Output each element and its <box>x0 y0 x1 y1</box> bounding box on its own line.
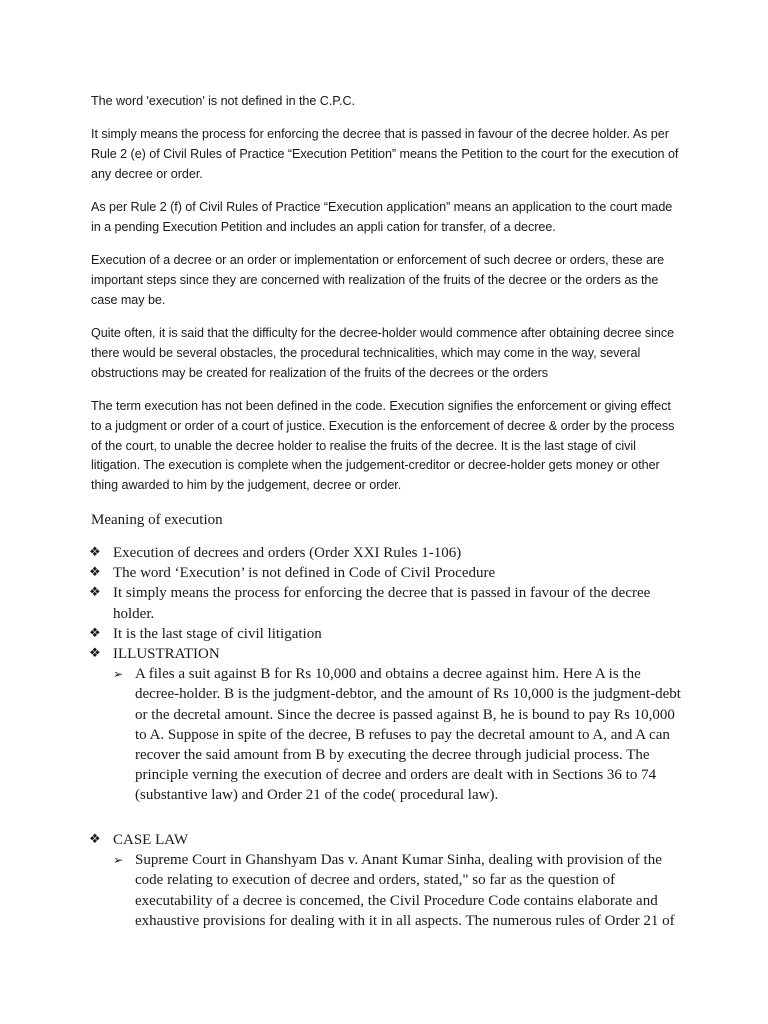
diamond-bullet-icon: ❖ <box>89 625 101 641</box>
list-item <box>0 644 768 806</box>
list-item <box>113 664 688 805</box>
paragraph-term-execution: The term execution has not been defined in the code. Execution signifies the enforcement or giving effect to a judgment or order of a court of justice. Execution is the enforcement of decree & order by the process of the court, to unable the decree holder to realise the fruits of the decree. It is the last stage of civil litigation. The execution is complete when the judgement-creditor or decree-holder gets money or other thing awarded to him by the judgement, decree or order. <box>91 399 675 493</box>
paragraph-difficulty: Quite often, it is said that the difficulty for the decree-holder would commence after obtaining decree since there would be several obstacles, the procedural technicalities, which may come in the way, several obstructions may be created for realization of the fruits of the decrees or the orders <box>91 326 675 380</box>
list-item <box>0 583 768 623</box>
arrow-bullet-icon: ➢ <box>113 667 124 682</box>
paragraph-execution-importance: Execution of a decree or an order or implementation or enforcement of such decree or orders, these are important steps since they are concerned with realization of the fruits of the decree or the orders as the case may be. <box>91 253 665 307</box>
diamond-bullet-icon: ❖ <box>89 646 101 662</box>
case-law-label: CASE LAW <box>113 832 189 848</box>
case-law-sublist <box>113 850 688 931</box>
section-heading: Meaning of execution <box>91 512 223 528</box>
case-law-list <box>0 830 768 931</box>
illustration-text: A files a suit against B for Rs 10,000 and obtains a decree against him. Here A is the decree-holder. B is the judgment-debtor, and the amount of Rs 10,000 is the judgment-debt or the decretal amount. Since the decree is passed against B, he is bound to pay Rs 10,000 to A. Suppose in spite of the decree, B refuses to pay the decretal amount to A, and A can recover the said amount from B by executing the decree through judicial process. The principle verning the execution of decree and orders are dealt with in Sections 36 to 74 (substantive law) and Order 21 of the code( procedural law). <box>135 666 681 804</box>
list-item <box>0 563 768 583</box>
diamond-bullet-icon: ❖ <box>89 545 101 560</box>
bullet-text: ILLUSTRATION <box>113 646 220 663</box>
paragraph-rule-2e: It simply means the process for enforcing the decree that is passed in favour of the decree holder. As per Rule 2 (e) of Civil Rules of Practice “Execution Petition” means the Petition to the court for the execution of any decree or order. <box>91 127 679 181</box>
bullet-text: Execution of decrees and orders (Order XXI Rules 1-106) <box>113 545 462 561</box>
list-item <box>0 624 768 644</box>
paragraph-rule-2f: As per Rule 2 (f) of Civil Rules of Practice “Execution application” means an application to the court made in a pending Execution Petition and includes an appli cation for transfer, of a decree. <box>91 200 673 234</box>
bullet-text: It simply means the process for enforcing the decree that is passed in favour of the decree holder. <box>113 585 651 622</box>
diamond-bullet-icon: ❖ <box>89 585 101 601</box>
illustration-list <box>113 664 688 805</box>
bullet-text: It is the last stage of civil litigation <box>113 625 322 642</box>
list-item <box>0 830 768 931</box>
diamond-bullet-icon: ❖ <box>89 565 101 581</box>
diamond-bullet-icon: ❖ <box>89 832 101 847</box>
arrow-bullet-icon: ➢ <box>113 853 124 868</box>
list-item <box>0 543 768 563</box>
list-item <box>113 850 688 931</box>
paragraph-execution-not-defined: The word 'execution' is not defined in the C.P.C. <box>91 94 355 108</box>
bullet-text: The word ‘Execution’ is not defined in Code of Civil Procedure <box>113 565 496 582</box>
bullet-list <box>0 543 768 806</box>
case-law-text: Supreme Court in Ghanshyam Das v. Anant Kumar Sinha, dealing with provision of the code relating to execution of decree and orders, stated," so far as the question of executability of a decree is concemed, the Civil Procedure Code contains elaborate and exhaustive provisions for dealing with it in all aspects. The numerous rules of Order 21 of <box>135 852 675 929</box>
